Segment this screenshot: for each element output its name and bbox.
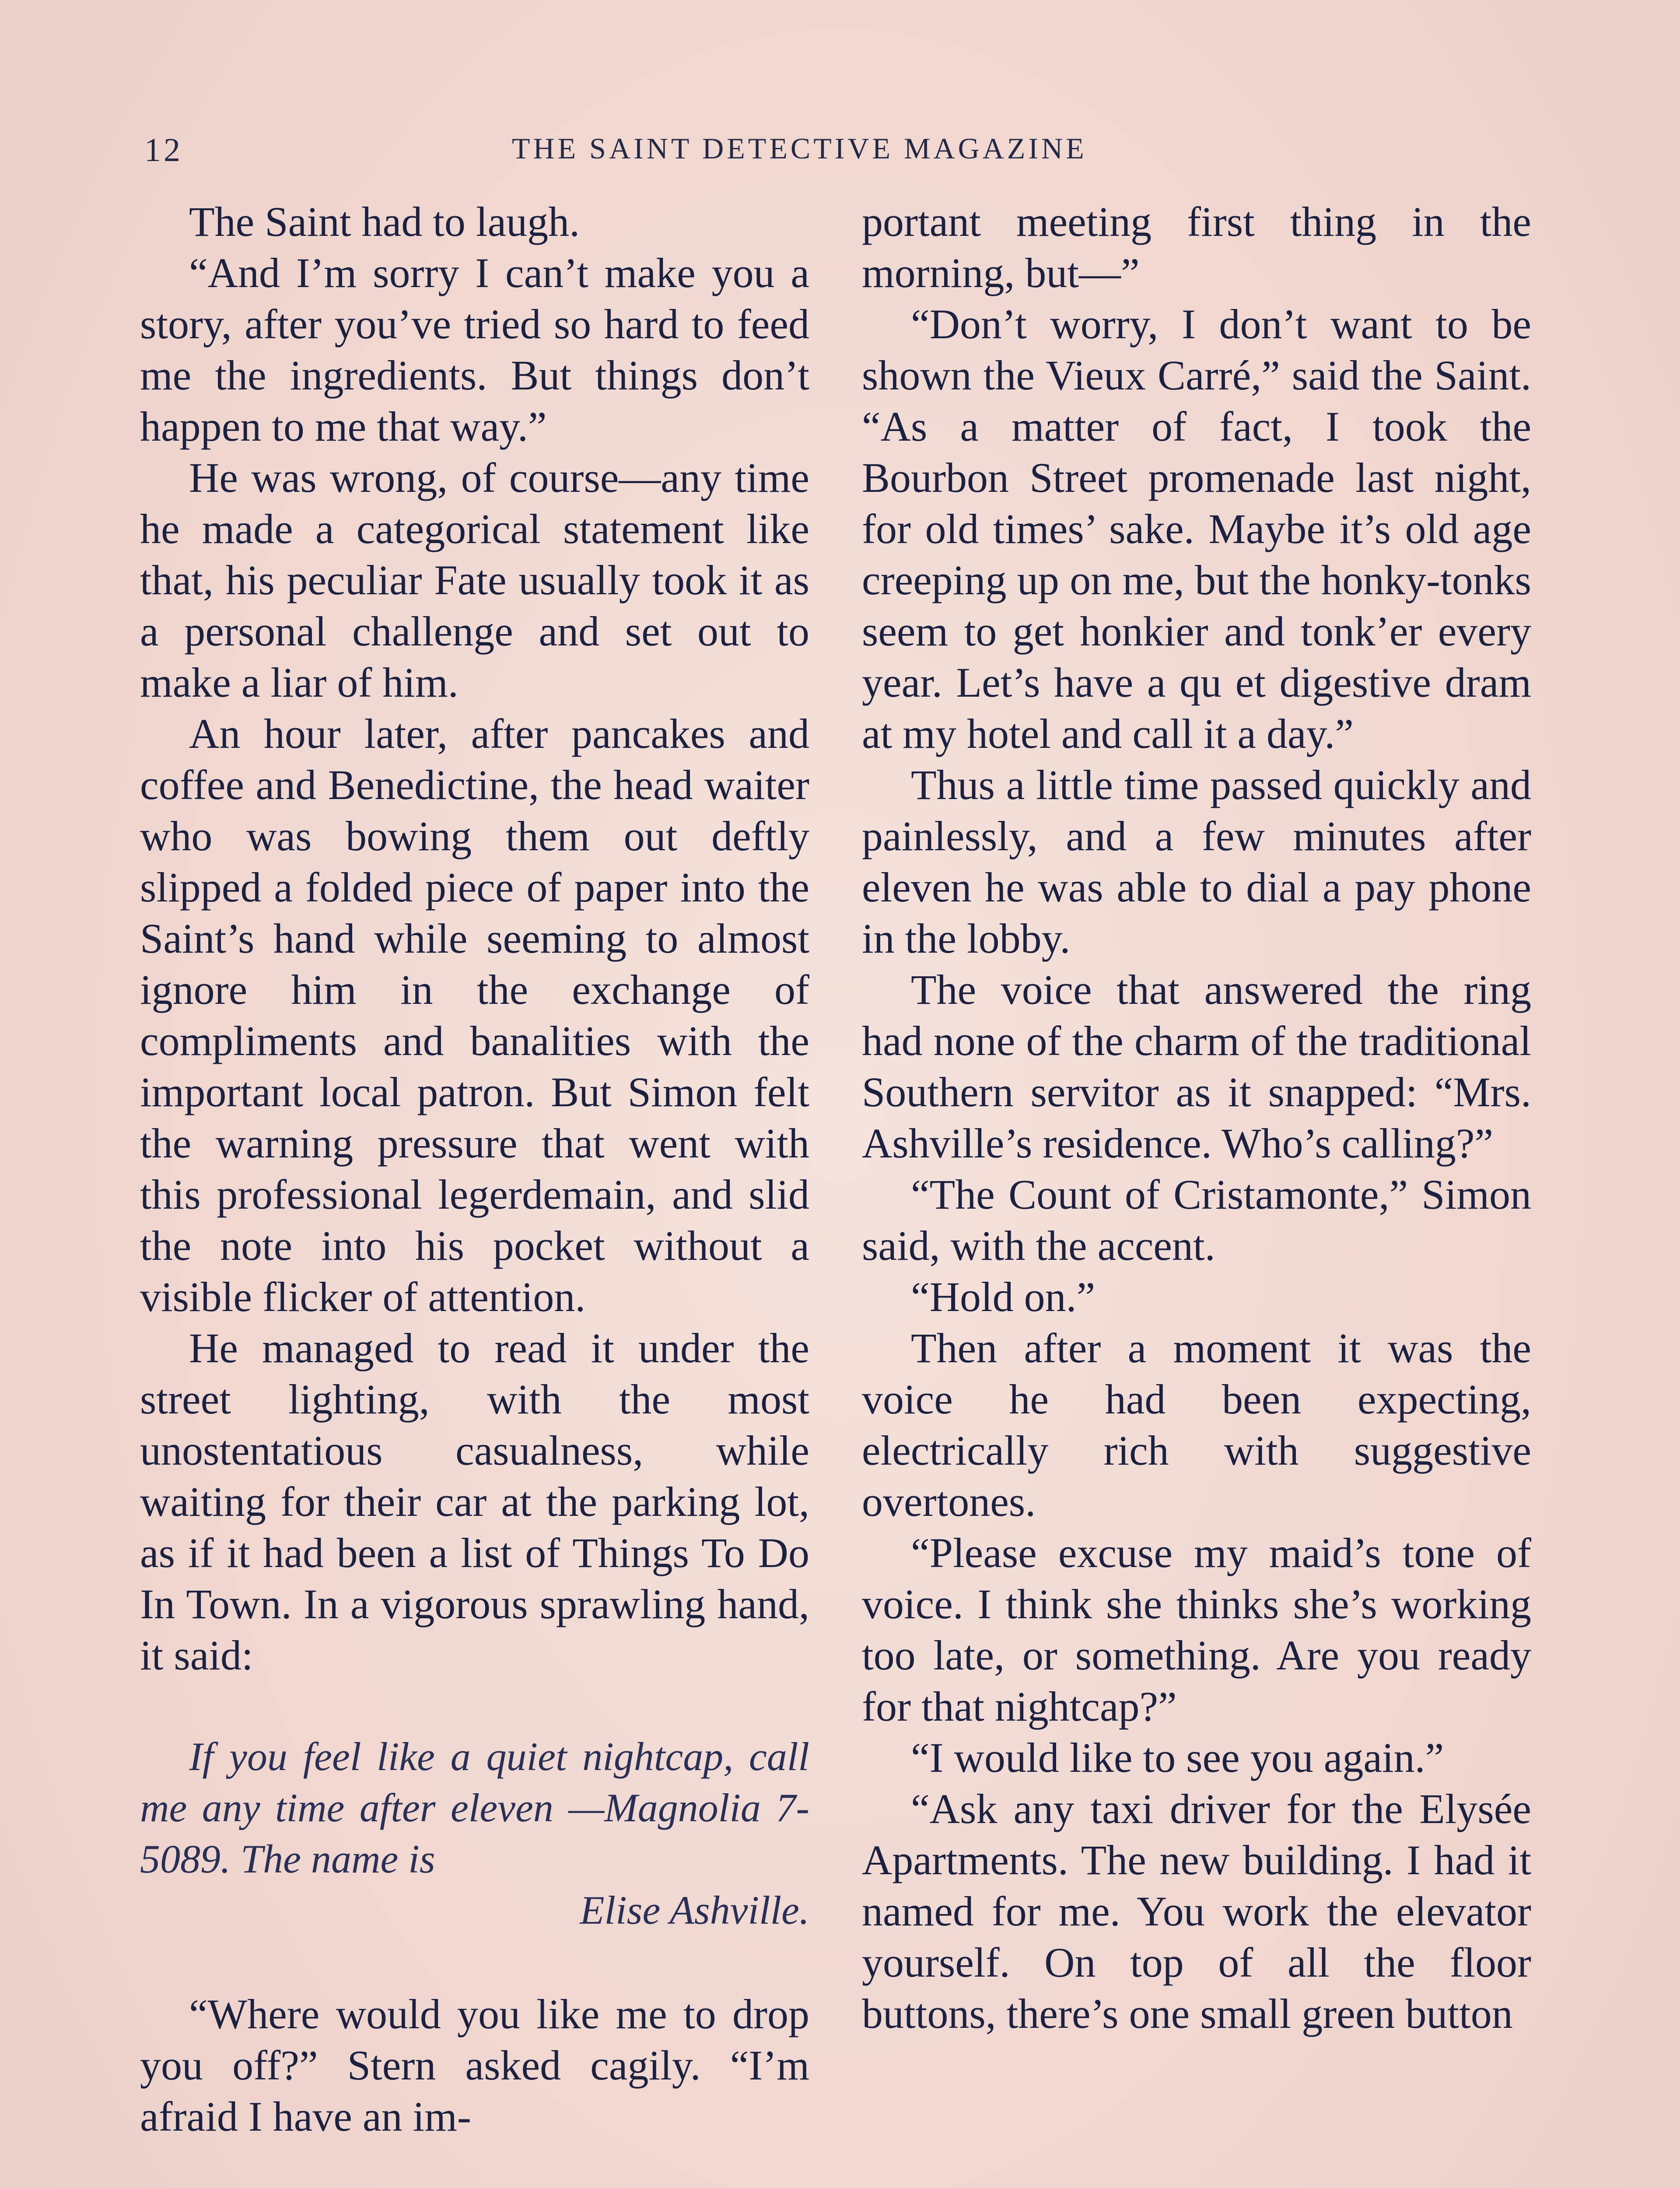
- paragraph: “Ask any taxi driver for the Elysée Apartments. The new building. I had it named for me. You work the elevator yourself. On top of all the floor buttons, there’s one small green button: [862, 1785, 1531, 2037]
- note-signature: Elise Ashville.: [580, 1888, 809, 1932]
- note-text: If you feel like a quiet nightcap, call me any time after eleven —Magnolia 7-5089. The name is: [140, 1734, 809, 1881]
- paragraph: He managed to read it under the street lighting, with the most unostentatious casualness, while waiting for their car at the parking lot, as if it had been a list of Things To Do In Town. In a vigorous sprawling hand, it said:: [140, 1325, 809, 1679]
- paragraph: “Don’t worry, I don’t want to be shown the Vieux Carré,” said the Saint. “As a matter of fact, I took the Bourbon Street promenade last night, for old times’ sake. Maybe it’s old age creeping up on me, but the honky-tonks seem to get honkier and tonk’er every year. Let’s have a qu et digestive dram at my hotel and call it a day.”: [862, 301, 1531, 757]
- paragraph: “The Count of Cristamonte,” Simon said, with the accent.: [862, 1171, 1531, 1269]
- paragraph: “Where would you like me to drop you off?” Stern asked cagily. “I’m afraid I have an im-: [140, 1991, 809, 2140]
- paragraph: An hour later, after pancakes and coffee and Benedictine, the head waiter who was bowing them out deftly slipped a folded piece of paper into the Saint’s hand while seeming to almost ignore him in the exchange of compliments and banalities with the important local patron. But Simon felt the warning pressure that went with this professional legerdemain, and slid the note into his pocket without a visible flicker of attention.: [140, 710, 809, 1320]
- page-header: [144, 131, 1544, 179]
- paragraph: “Hold on.”: [911, 1273, 1096, 1320]
- paragraph: Thus a little time passed quickly and painlessly, and a few minutes after eleven he was able to dial a pay phone in the lobby.: [862, 761, 1531, 962]
- paragraph: He was wrong, of course—any time he made a categorical statement like that, his peculiar Fate usually took it as a personal challenge and set out to make a liar of him.: [140, 454, 809, 706]
- paragraph: “And I’m sorry I can’t make you a story, after you’ve tried so hard to feed me the ingredients. But things don’t happen to me that way.”: [140, 249, 809, 450]
- paragraph: “I would like to see you again.”: [911, 1734, 1444, 1781]
- handwritten-note: [140, 1731, 809, 1936]
- left-column: [140, 196, 809, 2142]
- paragraph: The voice that answered the ring had none of the charm of the traditional Southern servitor as it snapped: “Mrs. Ashville’s residence. Who’s calling?”: [862, 966, 1531, 1167]
- paragraph-continued: portant meeting first thing in the morning, but—”: [862, 198, 1531, 296]
- right-column: [862, 196, 1531, 2039]
- paragraph: “Please excuse my maid’s tone of voice. I think she thinks she’s working too late, or something. Are you ready for that nightcap?”: [862, 1529, 1531, 1730]
- paragraph: The Saint had to laugh.: [189, 198, 580, 245]
- running-head: THE SAINT DETECTIVE MAGAZINE: [512, 132, 1087, 165]
- paragraph: Then after a moment it was the voice he had been expecting, electrically rich with suggestive overtones.: [862, 1325, 1531, 1525]
- page-number: 12: [144, 132, 183, 168]
